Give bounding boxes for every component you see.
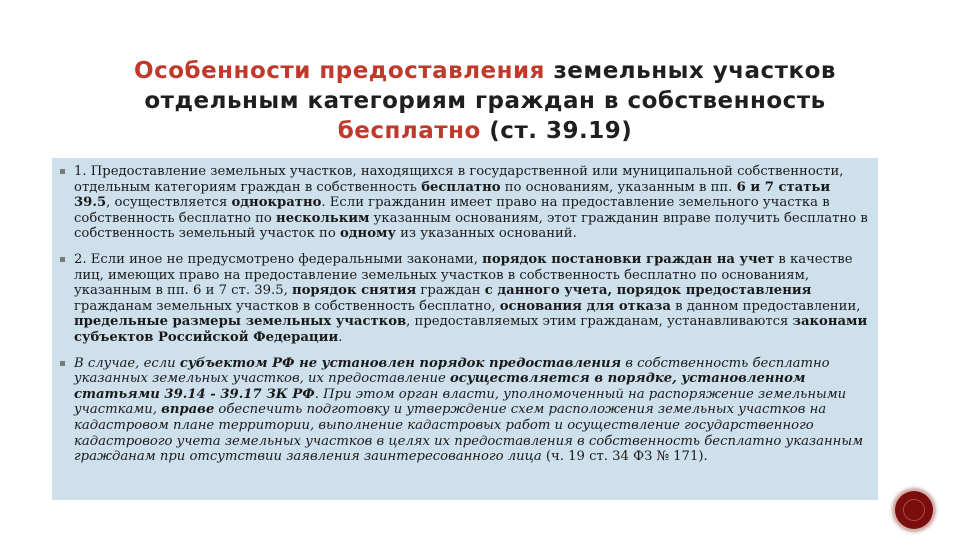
emphasis: основания для отказа [499, 298, 671, 314]
emphasis: с данного учета, порядок предоставления [484, 283, 812, 299]
seal-inner-ring [903, 499, 925, 521]
text: указанным основаниям, этот гражданин вправе получить бесплатно в собственность земельный участок по [74, 210, 868, 242]
title-part-2: земельных участков отдельным категориям граждан в собственность [144, 58, 836, 114]
list-item-3 [60, 356, 868, 465]
emphasis: нескольким [276, 210, 370, 226]
content-box [52, 158, 878, 500]
emphasis: однократно [231, 195, 322, 211]
emphasis: законами субъектов Российской Федерации [74, 314, 868, 345]
title-part-4: (ст. 39.19) [489, 118, 633, 144]
text: обеспечить подготовку и утверждение схем расположения земельных участков на кадастровом плане территории, выполнение кадастровых работ и осуществление государственного кадастрового учета земельных участков в целях их предоставления в собственность бесплатно указанным гражданам при отсутствии заявления заинтересованного лица [74, 402, 864, 465]
text: в данном предоставлении, [670, 298, 861, 314]
text: , осуществляется [106, 195, 232, 211]
emphasis: осуществляется в порядке, установленном статьями 39.14 - 39.17 ЗК РФ [74, 371, 806, 402]
text: гражданам земельных участков в собственность бесплатно, [74, 298, 500, 314]
emphasis: порядок снятия [291, 283, 417, 299]
emphasis: вправе [161, 402, 215, 418]
emphasis: бесплатно [421, 179, 501, 195]
text: 1. Предоставление земельных участков, находящихся в государственной или муниципальной собственности, отдельным категориям граждан в собственность [74, 164, 844, 195]
title-part-1: Особенности предоставления [134, 58, 554, 84]
text: . [338, 329, 343, 345]
seal-icon [895, 491, 933, 529]
text: в собственность бесплатно указанных земельных участков, их предоставление [74, 355, 830, 387]
emphasis: одному [339, 226, 396, 242]
title-part-3: бесплатно [337, 118, 490, 144]
emphasis: предельные размеры земельных участков [74, 314, 407, 330]
list-item-2 [60, 252, 868, 346]
text: , предоставляемых этим гражданам, устанавливаются [406, 314, 793, 330]
text: в качестве лиц, имеющих право на предоставление земельных участков в собственность бесплатно по основаниям, указанным в пп. 6 и 7 ст. 39.5, [74, 251, 853, 299]
emphasis: порядок постановки граждан на учет [482, 251, 775, 267]
list-item-1 [60, 164, 868, 242]
text: 2. Если иное не предусмотрено федеральными законами, [74, 251, 483, 267]
bullet-icon [60, 361, 65, 366]
text: из указанных оснований. [395, 226, 577, 242]
emphasis: 6 и 7 статьи 39.5 [74, 179, 831, 211]
text: . При этом орган власти, уполномоченный на распоряжение земельными участками, [74, 386, 847, 418]
bullet-icon [60, 257, 65, 262]
text: по основаниям, указанным в пп. [500, 179, 737, 195]
slide-title [60, 56, 910, 146]
text: В случае, если [74, 355, 180, 371]
text: граждан [416, 283, 485, 299]
emphasis: субъектом РФ не установлен порядок предоставления [179, 355, 622, 371]
law-reference: (ч. 19 ст. 34 ФЗ № 171). [541, 449, 708, 465]
bullet-icon [60, 169, 65, 174]
text: . Если гражданин имеет право на предоставление земельного участка в собственность бесплатно по [74, 195, 830, 226]
